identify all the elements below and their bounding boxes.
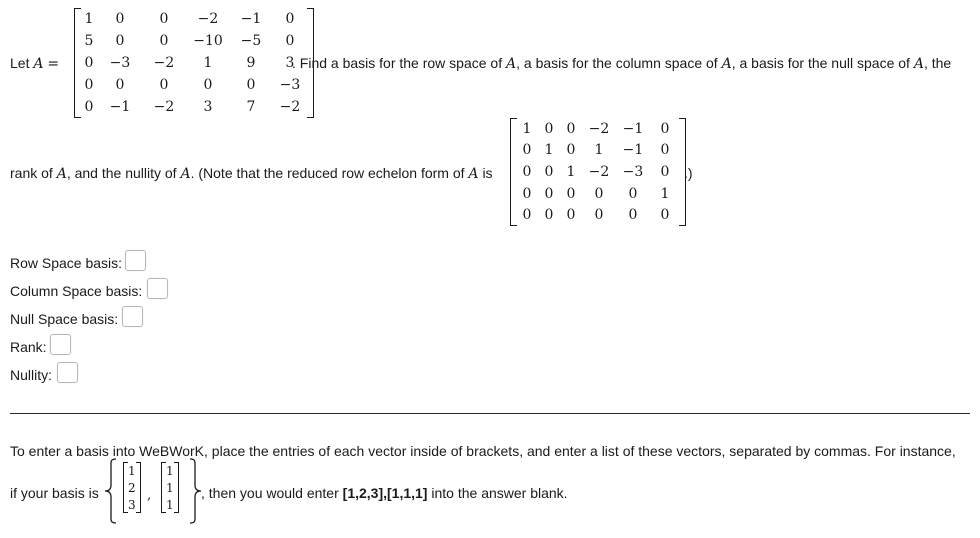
rref-cell: 0 xyxy=(628,185,638,202)
matrix-a-cell: −2 xyxy=(153,99,175,115)
instructions-prefix: if your basis is xyxy=(10,485,99,501)
rref-cell: 0 xyxy=(566,207,576,224)
rref-cell: 0 xyxy=(660,120,670,137)
matrix-a-cell: 1 xyxy=(203,55,213,71)
rref-cell: −2 xyxy=(588,163,610,180)
example-vector-2 xyxy=(161,462,179,513)
rref-cell: 0 xyxy=(522,142,532,159)
matrix-a-cell: 0 xyxy=(159,77,169,93)
instructions-suffix: , then you would enter [1,2,3],[1,1,1] into the answer blank. xyxy=(201,485,568,501)
matrix-a xyxy=(74,8,314,118)
rref-cell: 1 xyxy=(566,163,576,180)
rank-label: Rank: xyxy=(10,339,47,355)
nullity-label: Nullity: xyxy=(10,367,53,383)
matrix-a-cell: 9 xyxy=(246,55,256,71)
rref-cell: 1 xyxy=(522,120,532,137)
rref-cell: 1 xyxy=(660,185,670,202)
vector-entry: 1 xyxy=(128,463,136,478)
rref-cell: 0 xyxy=(522,207,532,224)
row-space-label: Row Space basis: xyxy=(10,255,123,271)
rref-cell: 0 xyxy=(544,163,554,180)
rank-input[interactable] xyxy=(50,334,71,355)
rref-matrix xyxy=(510,118,686,226)
rref-cell: −1 xyxy=(622,142,644,159)
example-vector-1 xyxy=(123,462,141,513)
divider xyxy=(10,413,970,414)
matrix-a-cell: −1 xyxy=(109,99,131,115)
matrix-a-cell: 0 xyxy=(285,33,295,49)
vector-entry: 1 xyxy=(166,480,174,495)
instructions-line1: To enter a basis into WeBWorK, place the entries of each vector inside of brackets, and enter a list of these vectors, separated by commas. For instance, xyxy=(10,443,956,459)
matrix-a-cell: 0 xyxy=(246,77,256,93)
rref-cell: 1 xyxy=(594,142,604,159)
matrix-a-cell: −3 xyxy=(279,77,301,93)
column-space-input[interactable] xyxy=(147,278,168,299)
rref-cell: 0 xyxy=(594,207,604,224)
equals-sign: = xyxy=(47,56,60,72)
matrix-a-cell: 7 xyxy=(246,99,256,115)
matrix-a-cell: 1 xyxy=(84,11,94,27)
right-brace-icon xyxy=(188,458,202,524)
let-text: Let xyxy=(10,55,30,71)
problem-text-line2: rank of A, and the nullity of A. (Note that the reduced row echelon form of A is xyxy=(10,165,493,182)
example-entry: [1,2,3],[1,1,1] xyxy=(342,485,428,501)
matrix-a-cell: 0 xyxy=(115,33,125,49)
rref-cell: 0 xyxy=(628,207,638,224)
matrix-a-cell: 0 xyxy=(285,11,295,27)
rref-cell: 0 xyxy=(566,142,576,159)
matrix-a-cell: 0 xyxy=(159,11,169,27)
rref-cell: 0 xyxy=(566,185,576,202)
matrix-a-cell: 0 xyxy=(203,77,213,93)
null-space-label: Null Space basis: xyxy=(10,311,119,327)
vector-entry: 1 xyxy=(166,497,174,512)
problem-text-line1: . Find a basis for the row space of A, a basis for the column space of A, a basis for the null space of A, the xyxy=(292,55,952,72)
vector-entry: 3 xyxy=(128,497,136,512)
matrix-a-cell: 0 xyxy=(84,99,94,115)
rref-cell: 0 xyxy=(566,120,576,137)
rref-cell: 0 xyxy=(544,185,554,202)
rref-cell: −2 xyxy=(588,120,610,137)
vector-entry: 2 xyxy=(128,480,136,495)
matrix-a-cell: 0 xyxy=(84,55,94,71)
matrix-a-cell: 3 xyxy=(285,55,295,71)
matrix-a-cell: 0 xyxy=(115,11,125,27)
row-space-input[interactable] xyxy=(125,250,146,271)
rref-cell: 0 xyxy=(660,163,670,180)
matrix-a-cell: 0 xyxy=(115,77,125,93)
rref-cell: 0 xyxy=(594,185,604,202)
rref-cell: 0 xyxy=(660,142,670,159)
matrix-a-cell: −2 xyxy=(197,11,219,27)
rref-cell: 1 xyxy=(544,142,554,159)
nullity-input[interactable] xyxy=(57,362,78,383)
rref-cell: 0 xyxy=(522,163,532,180)
rref-cell: 0 xyxy=(660,207,670,224)
matrix-a-cell: −3 xyxy=(109,55,131,71)
rref-cell: −1 xyxy=(622,120,644,137)
rref-cell: 0 xyxy=(544,207,554,224)
matrix-a-cell: 5 xyxy=(84,33,94,49)
matrix-a-cell: −5 xyxy=(240,33,262,49)
matrix-a-cell: 0 xyxy=(84,77,94,93)
vector-entry: 1 xyxy=(166,463,174,478)
matrix-a-cell: 3 xyxy=(203,99,213,115)
left-brace-icon xyxy=(104,458,118,524)
matrix-a-cell: −2 xyxy=(153,55,175,71)
column-space-label: Column Space basis: xyxy=(10,283,143,299)
rref-cell: 0 xyxy=(522,185,532,202)
rref-cell: −3 xyxy=(622,163,644,180)
matrix-a-cell: −2 xyxy=(279,99,301,115)
rref-close-text: .) xyxy=(684,165,693,181)
matrix-a-cell: 0 xyxy=(159,33,169,49)
rref-cell: 0 xyxy=(544,120,554,137)
matrix-symbol: A xyxy=(33,56,44,72)
example-basis-set: 1 2 3 , 1 1 1 xyxy=(104,458,204,524)
null-space-input[interactable] xyxy=(122,306,143,327)
matrix-a-cell: −10 xyxy=(193,33,223,49)
let-statement xyxy=(10,55,59,72)
matrix-a-cell: −1 xyxy=(240,11,262,27)
